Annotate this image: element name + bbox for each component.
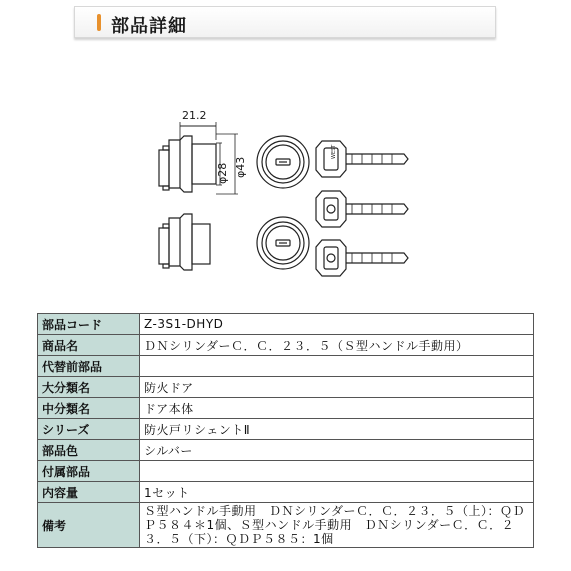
spec-value: 防火ドア <box>140 377 534 398</box>
width-dimension <box>180 109 216 140</box>
spec-label: 内容量 <box>38 482 140 503</box>
spec-label: 部品色 <box>38 440 140 461</box>
spec-label: 備考 <box>38 503 140 548</box>
spec-value: Z-3S1-DHYD <box>140 314 534 335</box>
spec-value: 1セット <box>140 482 534 503</box>
key-icon <box>316 141 408 177</box>
spec-value <box>140 356 534 377</box>
table-row <box>38 335 534 356</box>
key-icon <box>316 240 408 276</box>
table-row <box>38 314 534 335</box>
spec-value: ＤＮシリンダーＣ．Ｃ．２３．５（Ｓ型ハンドル手動用） <box>140 335 534 356</box>
cylinder-front-view-top <box>257 136 309 188</box>
spec-label: 商品名 <box>38 335 140 356</box>
diameter-dimensions <box>216 134 247 194</box>
spec-label: 付属部品 <box>38 461 140 482</box>
spec-label: 部品コード <box>38 314 140 335</box>
table-row <box>38 377 534 398</box>
spec-value: ドア本体 <box>140 398 534 419</box>
spec-label: 大分類名 <box>38 377 140 398</box>
key-icon <box>316 191 408 227</box>
table-row <box>38 419 534 440</box>
dim-outer-label: φ43 <box>234 156 247 178</box>
spec-value: シルバー <box>140 440 534 461</box>
spec-label: 中分類名 <box>38 398 140 419</box>
cylinder-front-view-bottom <box>257 217 309 269</box>
cylinder-side-view-top <box>159 136 216 192</box>
table-row <box>38 398 534 419</box>
table-row <box>38 356 534 377</box>
section-title: 部品詳細 <box>111 16 187 37</box>
table-row <box>38 503 534 548</box>
table-row <box>38 482 534 503</box>
dim-inner-label: φ28 <box>216 162 229 184</box>
spec-label: シリーズ <box>38 419 140 440</box>
spec-label: 代替前部品 <box>38 356 140 377</box>
spec-value: 防火戸リシェントⅡ <box>140 419 534 440</box>
spec-value: Ｓ型ハンドル手動用 ＤＮシリンダーＣ．Ｃ．２３．５（上）：ＱＤＰ５８４＊1個、Ｓ型ハンドル手動用 ＤＮシリンダーＣ．Ｃ．２３．５（下）：ＱＤＰ５８５：1個 <box>140 503 534 548</box>
key-mark: WEST <box>331 144 337 159</box>
table-row <box>38 440 534 461</box>
table-row <box>38 461 534 482</box>
spec-table <box>37 313 534 548</box>
spec-value <box>140 461 534 482</box>
cylinder-side-view-bottom <box>159 214 210 270</box>
dim-width-label: 21.2 <box>182 109 207 122</box>
